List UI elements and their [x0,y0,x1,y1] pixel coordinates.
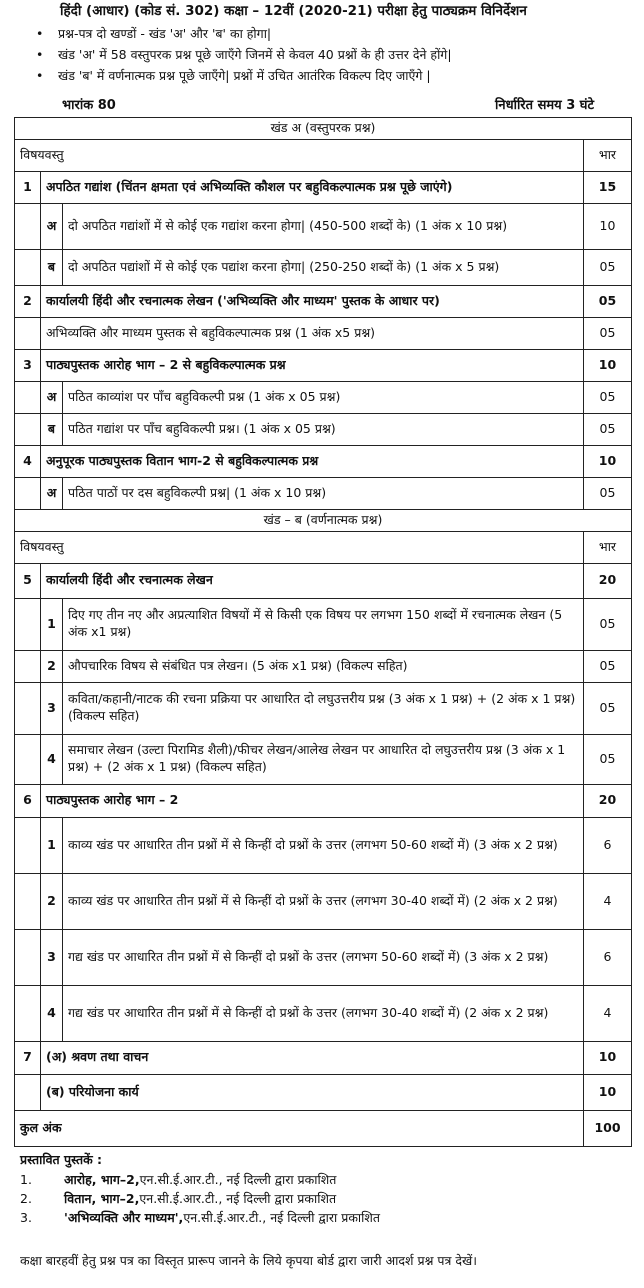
question-row: 4 अनुपूरक पाठ्यपुस्तक वितान भाग-2 से बहुविकल्पात्मक प्रश्न 10 [15,445,632,477]
section-heading-row: खंड – ब (वर्णनात्मक प्रश्न) [15,509,632,531]
subquestion-row: 3 कविता/कहानी/नाटक की रचना प्रक्रिया पर आधारित दो लघुउत्तरीय प्रश्न (3 अंक x 1 प्रश्न) + (2 अंक x 1 प्रश्न) (विकल्प सहित) 05 [15,682,632,734]
column-header-row: विषयवस्तु भार [15,531,632,563]
syllabus-table [14,117,632,1147]
section-heading-row: खंड अ (वस्तुपरक प्रश्न) [15,118,632,140]
suggested-books [20,1152,630,1228]
subquestion-row: ब पठित गद्यांश पर पाँच बहुविकल्पी प्रश्न। (1 अंक x 05 प्रश्न) 05 [15,413,632,445]
bullet-icon: • [36,47,44,63]
question-row: 3 पाठ्यपुस्तक आरोह भाग – 2 से बहुविकल्पात्मक प्रश्न 10 [15,349,632,381]
question-row: 2 कार्यालयी हिंदी और रचनात्मक लेखन ('अभिव्यक्ति और माध्यम' पुस्तक के आधार पर) 05 [15,285,632,317]
subquestion-row: 4 गद्य खंड पर आधारित तीन प्रश्नों में से किन्हीं दो प्रश्नों के उत्तर (लगभग 30-40 शब्दों में) (2 अंक x 2 प्रश्न) 4 [15,985,632,1041]
bullet-icon: • [36,26,44,42]
question-row: 5 कार्यालयी हिंदी और रचनात्मक लेखन 20 [15,563,632,598]
subquestion-row: 1 काव्य खंड पर आधारित तीन प्रश्नों में से किन्हीं दो प्रश्नों के उत्तर (लगभग 50-60 शब्दों में) (3 अंक x 2 प्रश्न) 6 [15,817,632,873]
subquestion-row: 2 काव्य खंड पर आधारित तीन प्रश्नों में से किन्हीं दो प्रश्नों के उत्तर (लगभग 30-40 शब्दों में) (2 अंक x 2 प्रश्न) 4 [15,873,632,929]
subquestion-row: 3 गद्य खंड पर आधारित तीन प्रश्नों में से किन्हीं दो प्रश्नों के उत्तर (लगभग 50-60 शब्दों में) (3 अंक x 2 प्रश्न) 6 [15,929,632,985]
book-item: 2. वितान, भाग–2, एन.सी.ई.आर.टी., नई दिल्ली द्वारा प्रकाशित [20,1190,337,1206]
column-header-row: विषयवस्तु भार [15,139,632,171]
subquestion-row: 4 समाचार लेखन (उल्टा पिरामिड शैली)/फीचर लेखन/आलेख लेखन पर आधारित दो लघुउत्तरीय प्रश्न (3 अंक x 1 प्रश्न) + (2 अंक x 1 प्रश्न) (विकल्प सहित) 05 [15,734,632,784]
question-row: 1 अपठित गद्यांश (चिंतन क्षमता एवं अभिव्यक्ति कौशल पर बहुविकल्पात्मक प्रश्न पूछे जाएंगे) 15 [15,171,632,203]
subquestion-row: 2 औपचारिक विषय से संबंधित पत्र लेखन। (5 अंक x1 प्रश्न) (विकल्प सहित) 05 [15,650,632,682]
bullet-icon: • [36,68,44,84]
question-row: 6 पाठ्यपुस्तक आरोह भाग – 2 20 [15,784,632,817]
subquestion-row: अ दो अपठित गद्यांशों में से कोई एक गद्यांश करना होगा| (450-500 शब्दों के) (1 अंक x 10 प्रश्न) 10 [15,203,632,249]
book-item: 1. आरोह, भाग–2, एन.सी.ई.आर.टी., नई दिल्ली द्वारा प्रकाशित [20,1171,337,1187]
subquestion-row: 1 दिए गए तीन नए और अप्रत्याशित विषयों में से किसी एक विषय पर लगभग 150 शब्दों में रचनात्मक लेखन (5 अंक x1 प्रश्न) 05 [15,598,632,650]
exam-meta [62,97,594,115]
subquestion-row: अभिव्यक्ति और माध्यम पुस्तक से बहुविकल्पात्मक प्रश्न (1 अंक x5 प्रश्न) 05 [15,317,632,349]
footer-note: कक्षा बारहवीं हेतु प्रश्न पत्र का विस्तृत प्रारूप जानने के लिये कृपया बोर्ड द्वारा जारी आदर्श प्रश्न पत्र देखें। [20,1253,477,1268]
subquestion-row: अ पठित काव्यांश पर पाँच बहुविकल्पी प्रश्न (1 अंक x 05 प्रश्न) 05 [15,381,632,413]
question-row: 7 (अ) श्रवण तथा वाचन 10 [15,1041,632,1074]
instruction-item: • प्रश्न-पत्र दो खण्डों - खंड 'अ' और 'ब' का होगा| [36,26,272,42]
document-title: हिंदी (आधार) (कोड सं. 302) कक्षा – 12वीं (2020-21) परीक्षा हेतु पाठ्यक्रम विनिर्देशन [60,3,527,19]
time-label: निर्धारित समय 3 घंटे [495,98,594,113]
instructions-list [36,24,636,87]
subquestion-row: ब दो अपठित पद्यांशों में से कोई एक पद्यांश करना होगा| (250-250 शब्दों के) (1 अंक x 5 प्रश्न) 05 [15,249,632,285]
question-row: (ब) परियोजना कार्य 10 [15,1074,632,1110]
books-heading: प्रस्तावित पुस्तकें : [20,1152,103,1167]
book-item: 3. 'अभिव्यक्ति और माध्यम', एन.सी.ई.आर.टी., नई दिल्ली द्वारा प्रकाशित [20,1209,381,1225]
weightage-label: भारांक 80 [62,98,116,113]
subquestion-row: अ पठित पाठों पर दस बहुविकल्पी प्रश्न| (1 अंक x 10 प्रश्न) 05 [15,477,632,509]
instruction-item: • खंड 'ब' में वर्णनात्मक प्रश्न पूछे जाएँगे| प्रश्नों में उचित आतंरिक विकल्प दिए जाएँगे | [36,68,431,84]
instruction-item: • खंड 'अ' में 58 वस्तुपरक प्रश्न पूछे जाएँगे जिनमें से केवल 40 प्रश्नों के ही उत्तर देने होंगे| [36,47,452,63]
total-row: कुल अंक 100 [15,1110,632,1146]
